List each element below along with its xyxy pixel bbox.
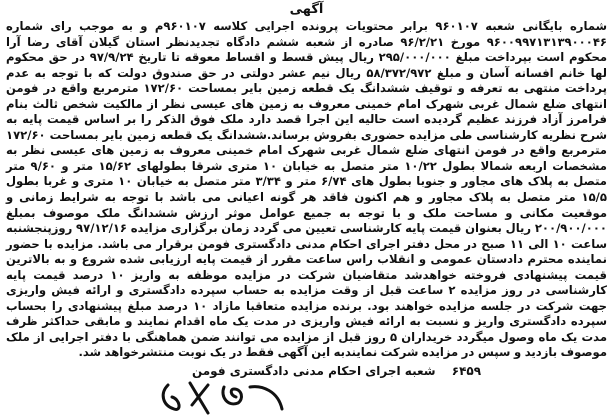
signature-text: شعبه اجرای احکام مدنی دادگستری فومن	[191, 364, 436, 379]
handwritten-note-drawing	[150, 379, 300, 419]
handwritten-stroke-4	[223, 387, 242, 404]
handwritten-note	[150, 379, 300, 419]
notice-body: شماره بایگانی شعبه ۹۶۰۱۰۷ برابر محتویات پرونده اجرایی کلاسه ۹۶۰۱۰۷م و به موجب رای شماره ۹۶۰۰۹۹۷۱۳۱۳۹۰۰۰۴۶ مورخ ۹۶/۲/۲۱ صادره از شعبه ششم دادگاه تجدیدنظر استان گیلان آقای رضا آرا محکوم است بپرداخت مبلغ ۲۹۵/۰۰۰/۰۰۰ ریال پیش قسط و اقساط معوقه تا تاریخ ۹۷/۹/۲۴ در حق محکوم لها خانم افسانه آسان و مبلغ ۵۸/۳۷۲/۹۷۲ ریال نیم عشر دولتی در حق صندوق دولت که با توجه به عدم پرداخت منتهی به تعرفه و توقیف ششدانگ یک قطعه زمین بایر بمساحت ۱۷۲/۶۰ مترمربع واقع در فومن انتهای ضلع شمال غربی شهرک امام خمینی معروف به زمین های عیسی نظر از مالکیت شخص ثالث بنام فرامرز آزاد فرزند عظیم گردیده است حالیه این اجرا قصد دارد ملک فوق الذکر را بر اساس قیمت پایه به شرح نظریه کارشناسی طی مزایده حضوری بفروش برساند.ششدانگ یک قطعه زمین بایر بمساحت ۱۷۲/۶۰ مترمربع واقع در فومن انتهای ضلع شمال غربی شهرک امام خمینی معروف به زمین های عیسی نظر به مشخصات اربعه شمالا بطول ۱۰/۲۲ متر متصل به خیابان ۱۰ متری شرقا بطولهای ۱۵/۶۲ متر و ۹/۶۰ متر متصل به پلاک های مجاور و جنوبا بطول های ۶/۷۴ متر و ۳/۳۴ متر متصل به خیابان ۱۰ متری و غربا بطول ۱۵/۵ متر متصل به پلاک مجاور و هم اکنون فاقد هر گونه اعیانی می باشد با توجه به شرایط زمانی و موقعیت مکانی و مساحت ملک و با توجه به جمیع عوامل موثر ارزش ششدانگ ملک موصوف بمبلغ ۲۰۰/۹۰۰/۰۰۰ ریال بعنوان قیمت پایه کارشناسی تعیین می گردد زمان برگزاری مزایده ۹۷/۱۲/۱۶ روزپنجشنبه ساعت ۱۰ الی ۱۱ صبح در محل دفتر اجرای احکام مدنی دادگستری فومن برقرار می باشد. مزایده با حضور نماینده محترم دادستان عمومی و انقلاب راس ساعت مقرر از قیمت پایه ارزیابی شده شروع و به بالاترین قیمت پیشنهادی فروخته خواهدشد متقاضیان شرکت در مزایده موظفه به واریز ۱۰ درصد قیمت پایه کارشناسی در روز مزایده ۲ ساعت قبل از وقت مزایده به حساب سپرده دادگستری و ارائه فیش واریزی جهت شرکت در جلسه مزایده خواهند بود. برنده مزایده متعاقبا مازاد ۱۰ درصد مبلغ پیشنهادی را بحساب سپرده دادگستری واریز و نسبت به ارائه فیش واریزی در مدت یک ماه اقدام نمایند و مابقی حداکثر ظرف مدت یک ماه وصول میگردد خریداران ۵ روز قبل از مزایده می توانند ضمن هماهنگی با دفتر اجرایی از ملک موصوف بازدید و سپس در مزایده شرکت نمایندبه این آگهی فقط در یک نوبت منتشرخواهد شد.	[6, 19, 608, 360]
notice-signature	[6, 363, 607, 379]
handwritten-stroke-5	[250, 387, 282, 409]
notice-title: آگهی	[289, 2, 324, 17]
signature-number: ۶۴۵۹	[451, 364, 482, 379]
handwritten-stroke-1	[163, 385, 179, 409]
